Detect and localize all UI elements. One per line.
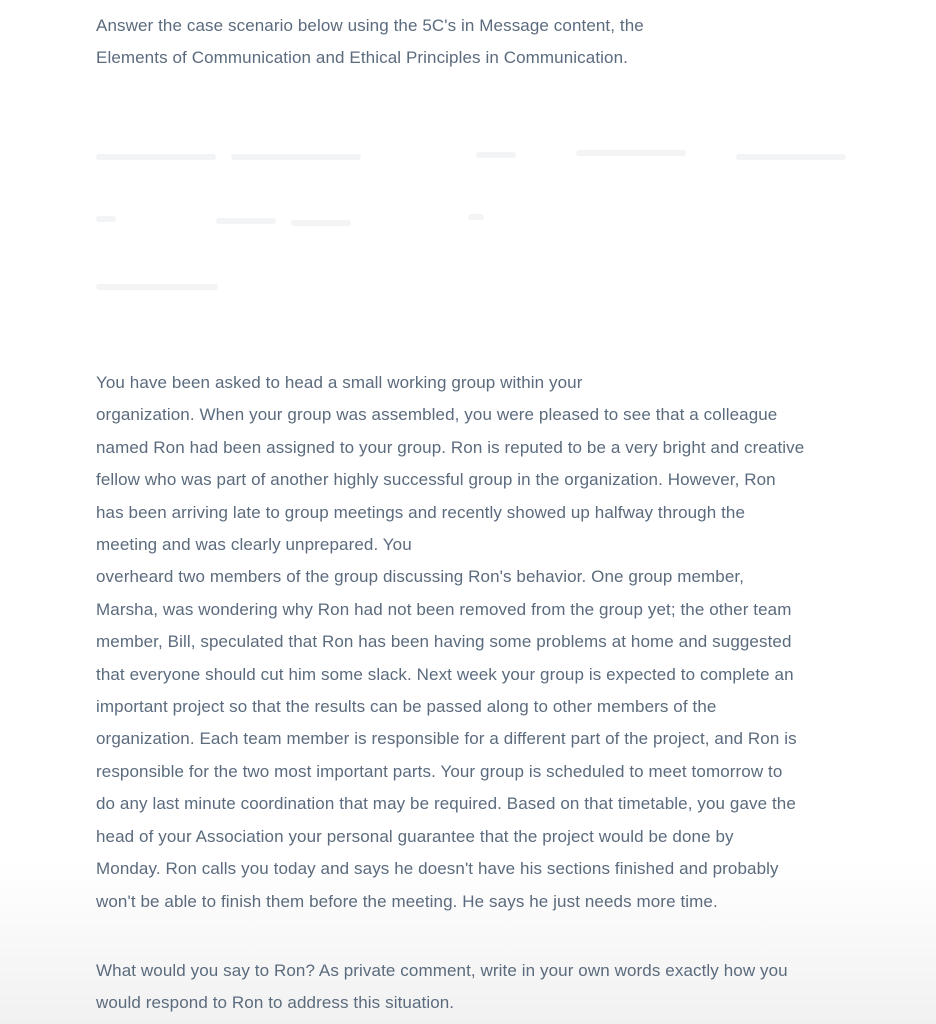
scenario-line: has been arriving late to group meetings and recently showed up halfway through the [96,502,746,522]
faded-hidden-text [96,140,846,300]
scenario-line: Marsha, was wondering why Ron had not been removed from the group yet; the other team [96,599,792,619]
faded-bar [96,154,216,160]
scenario-line: member, Bill, speculated that Ron has been having some problems at home and suggested [96,632,792,652]
faded-bar [216,218,276,224]
case-scenario-paragraph [96,367,896,918]
scenario-line: that everyone should cut him some slack. Next week your group is expected to complete an [96,664,794,684]
question-line-1: What would you say to Ron? As private comment, write in your own words exactly how you [96,961,788,980]
faded-bar [576,150,686,156]
scenario-line: fellow who was part of another highly successful group in the organization. However, Ron [96,470,776,490]
scenario-line: named Ron had been assigned to your group. Ron is reputed to be a very bright and creative [96,437,805,457]
question-line-2: would respond to Ron to address this situation. [96,993,455,1013]
faded-bar [736,154,846,160]
faded-bar [231,154,361,160]
scenario-line: organization. When your group was assembled, you were pleased to see that a colleague [96,405,778,425]
instructions-line-1: Answer the case scenario below using the 5C's in Message content, the [96,16,644,35]
scenario-line: overheard two members of the group discussing Ron's behavior. One group member, [96,567,745,587]
faded-bar [291,220,351,226]
scenario-line: do any last minute coordination that may be required. Based on that timetable, you gave the [96,794,796,814]
faded-bar [96,216,116,222]
scenario-line: organization. Each team member is responsible for a different part of the project, and Ron is [96,729,797,749]
document-page [96,10,886,75]
scenario-line: important project so that the results can be passed along to other members of the [96,697,717,717]
faded-bar [476,152,516,158]
instructions-paragraph [96,10,886,75]
scenario-line: Monday. Ron calls you today and says he doesn't have his sections finished and probably [96,859,779,879]
faded-bar [96,284,218,290]
instructions-line-2: Elements of Communication and Ethical Principles in Communication. [96,48,628,68]
scenario-line: won't be able to finish them before the meeting. He says he just needs more time. [96,891,718,911]
scenario-line: head of your Association your personal guarantee that the project would be done by [96,826,734,846]
scenario-line: meeting and was clearly unprepared. You [96,535,412,555]
scenario-line: responsible for the two most important parts. Your group is scheduled to meet tomorrow to [96,761,783,781]
scenario-line: You have been asked to head a small working group within your [96,373,583,392]
faded-bar [468,214,484,220]
question-paragraph [96,955,896,1020]
